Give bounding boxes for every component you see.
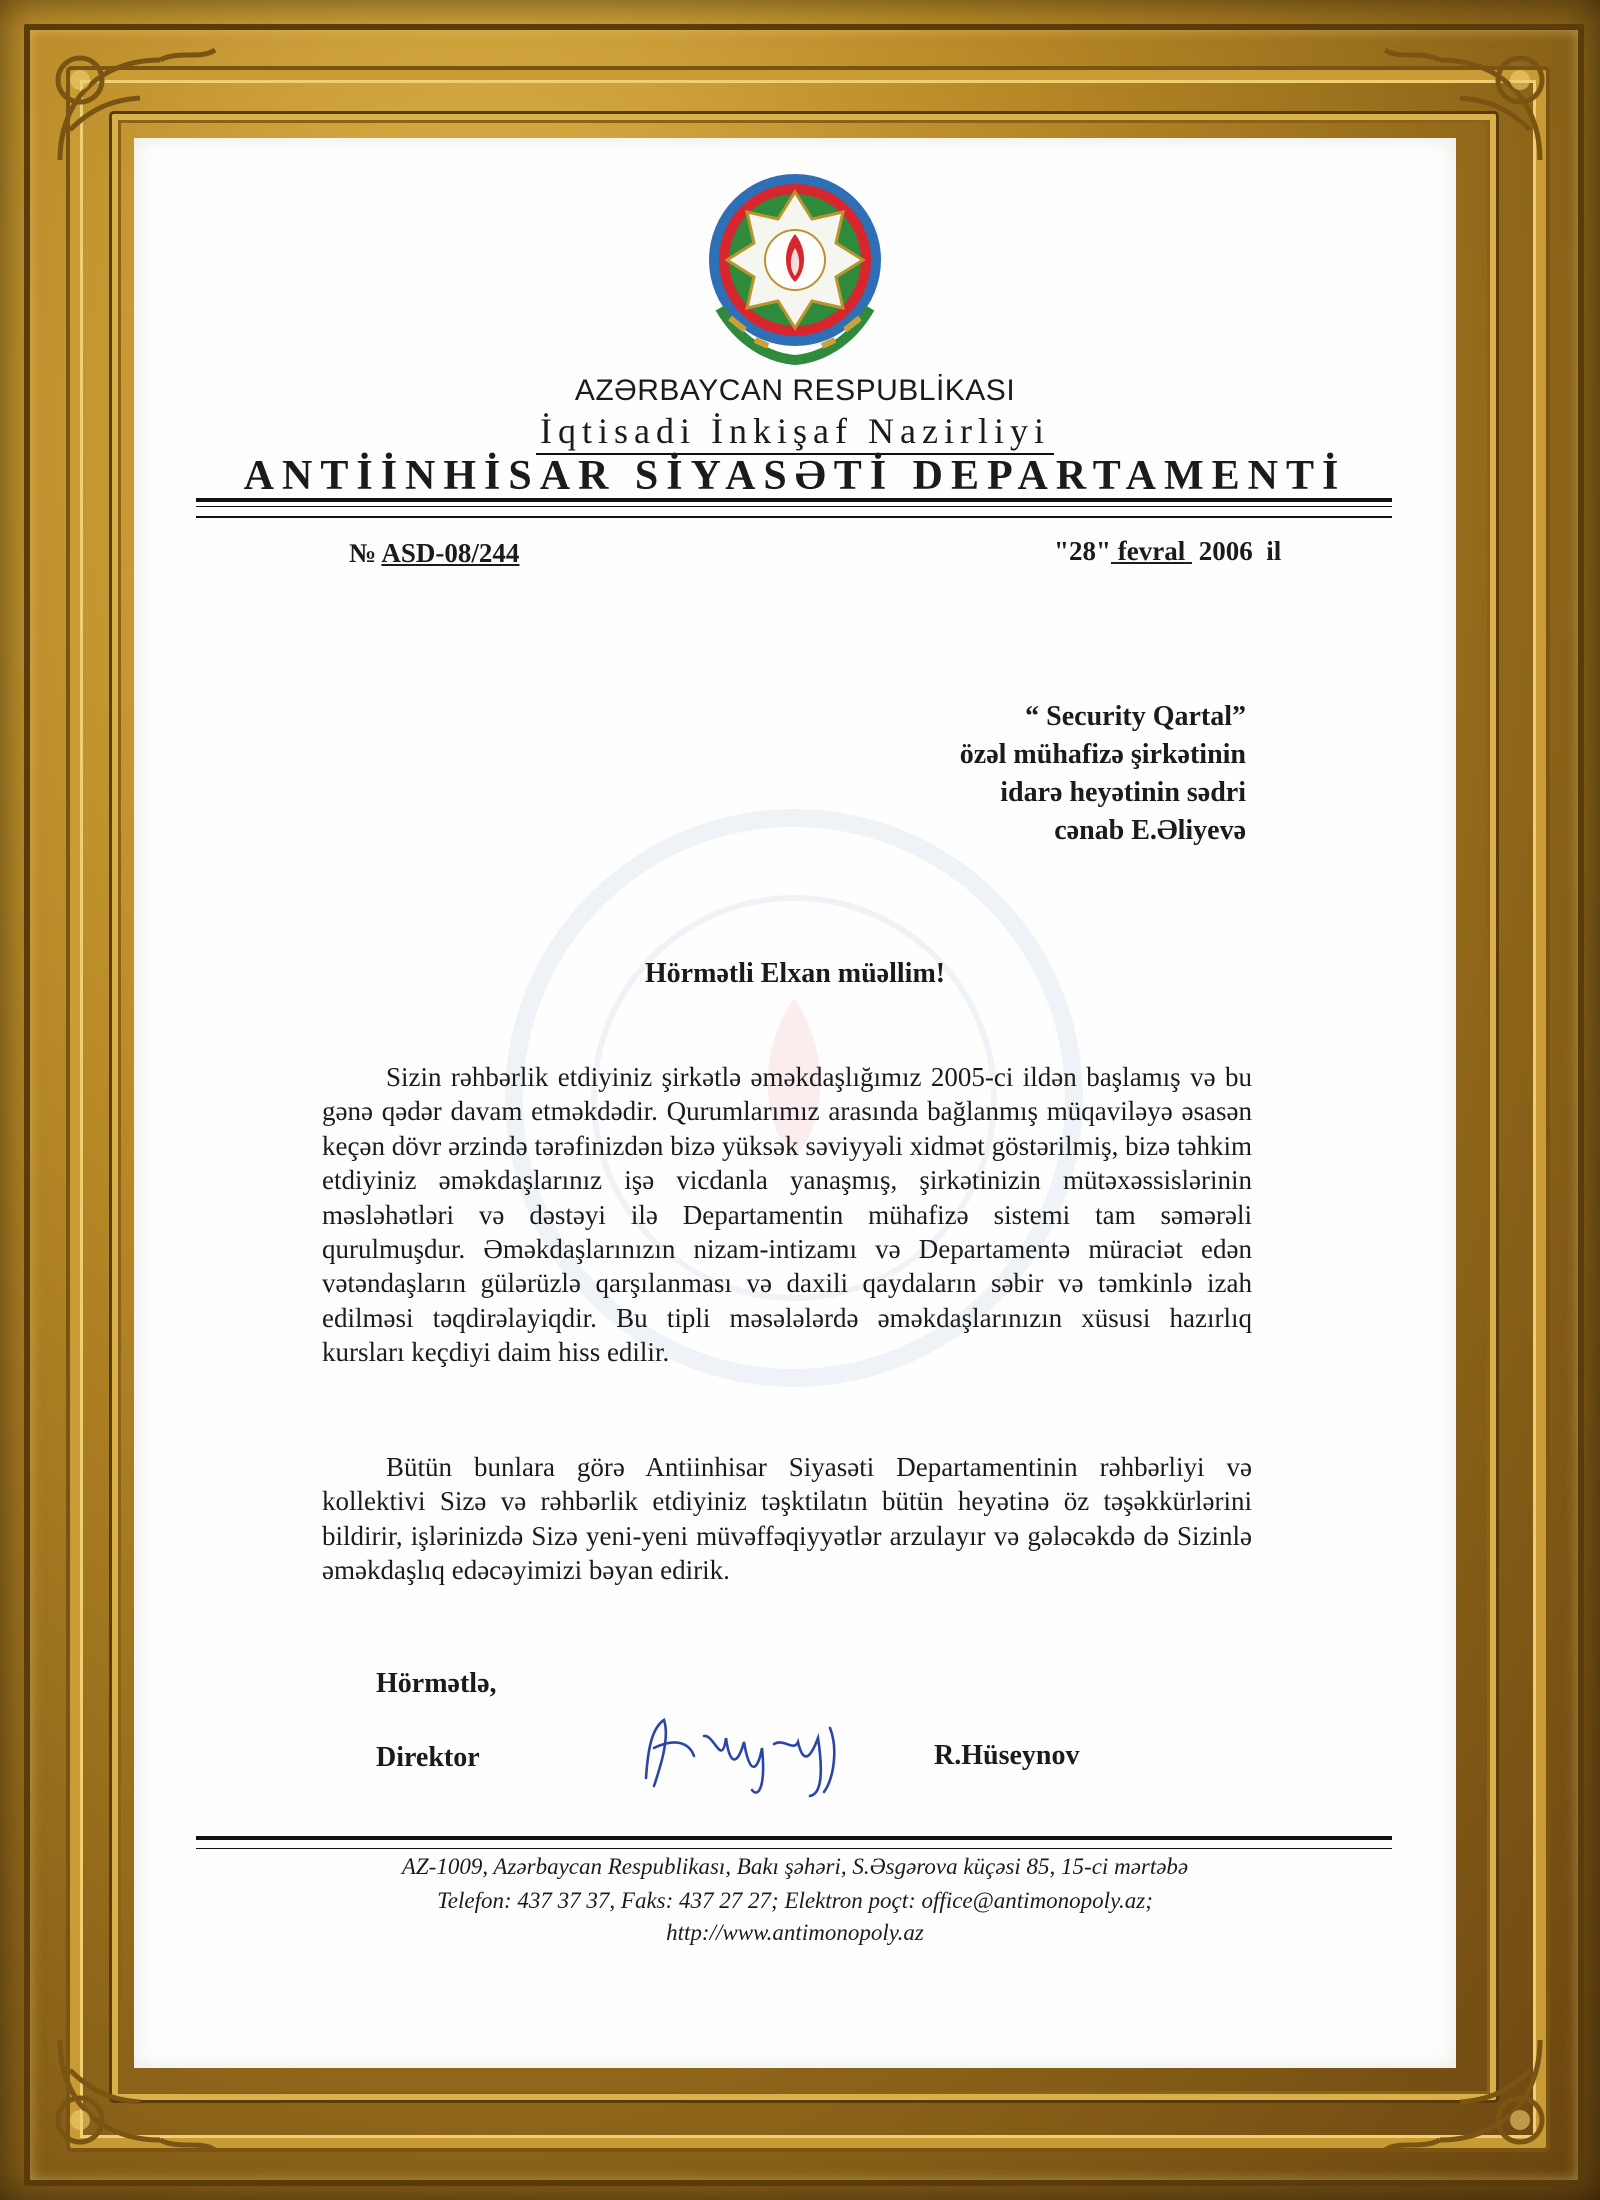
body-paragraph-2: Bütün bunlara görə Antiinhisar Siyasəti Departamentinin rəhbərliyi və kollektivi Sizə və rəhbərlik etdiyiniz təşktilatın bütün heyətinə öz təşəkkürlərini bildirir, işlərinizdə Sizə yeni-yeni müvəffəqiyyətlər arzulayır və gələcəkdə də Sizinlə əməkdaşlıq edəcəyimizi bəyan edirik. <box>322 1452 1252 1586</box>
date-month <box>1111 536 1192 566</box>
reference-number <box>349 538 519 569</box>
signer-title: Direktor <box>376 1742 480 1773</box>
ministry-name-text: İqtisadi İnkişaf Nazirliyi <box>536 411 1054 455</box>
footer-divider <box>196 1836 1392 1849</box>
letter-paper <box>134 138 1456 2068</box>
reference-number-label: № <box>349 538 377 568</box>
date-month-text: fevral <box>1117 536 1186 566</box>
reference-number-value: ASD-08/244 <box>381 538 520 568</box>
recipient-block <box>960 698 1246 850</box>
recipient-name: cənab E.Əliyevə <box>1054 815 1246 846</box>
handwritten-signature-icon <box>634 1708 874 1798</box>
signer-name: R.Hüseynov <box>934 1740 1080 1771</box>
state-emblem-icon <box>700 168 890 368</box>
recipient-position: idarə heyətinin sədri <box>1000 777 1246 808</box>
recipient-company: “ Security Qartal” <box>1025 701 1246 732</box>
ministry-name <box>134 410 1456 452</box>
closing-phrase: Hörmətlə, <box>376 1668 497 1699</box>
country-name: AZƏRBAYCAN RESPUBLİKASI <box>574 374 1016 407</box>
footer-website: http://www.antimonopoly.az <box>666 1920 924 1945</box>
recipient-company-type: özəl mühafizə şirkətinin <box>959 739 1246 770</box>
date-year: 2006 il <box>1198 536 1282 566</box>
header-divider <box>196 498 1392 518</box>
letter-date <box>1054 536 1281 567</box>
department-name: ANTİİNHİSAR SİYASƏTİ DEPARTAMENTİ <box>243 453 1347 499</box>
footer-address: AZ-1009, Azərbaycan Respublikası, Bakı şəhəri, S.Əsgərova küçəsi 85, 15-ci mərtəbə <box>401 1854 1189 1879</box>
footer-contacts: Telefon: 437 37 37, Faks: 437 27 27; Elektron poçt: office@antimonopoly.az; <box>437 1888 1153 1913</box>
salutation: Hörmətli Elxan müəllim! <box>644 958 946 989</box>
date-day: "28" <box>1054 536 1111 566</box>
body-paragraph-1: Sizin rəhbərlik etdiyiniz şirkətlə əməkdaşlığımız 2005-ci ildən başlamış və bu gənə qədər davam etməkdədir. Qurumlarımız arasında bağlanmış müqaviləyə əsasən keçən dövr ərzində tərəfinizdən bizə yüksək səviyyəli xidmət göstərilmiş, bizə təhkim etdiyiniz əməkdaşlarınız işə vicdanla yanaşmış, şirkətinizin mütəxəssislərinin məsləhətləri və dəstəyi ilə Departamentin mühafizə sistemi tam səmərəli qurulmuşdur. Əməkdaşlarınızın nizam-intizamı və Departamentə müraciət edən vətəndaşların gülərüzlə qarşılanması və daxili qaydaların səbir və təmkinlə izah edilməsi təqdirəlayiqdir. Bu tipli məsələlərdə əməkdaşlarınızın xüsusi hazırlıq kursları keçdiyi daim hiss edilir. <box>322 1062 1252 1368</box>
